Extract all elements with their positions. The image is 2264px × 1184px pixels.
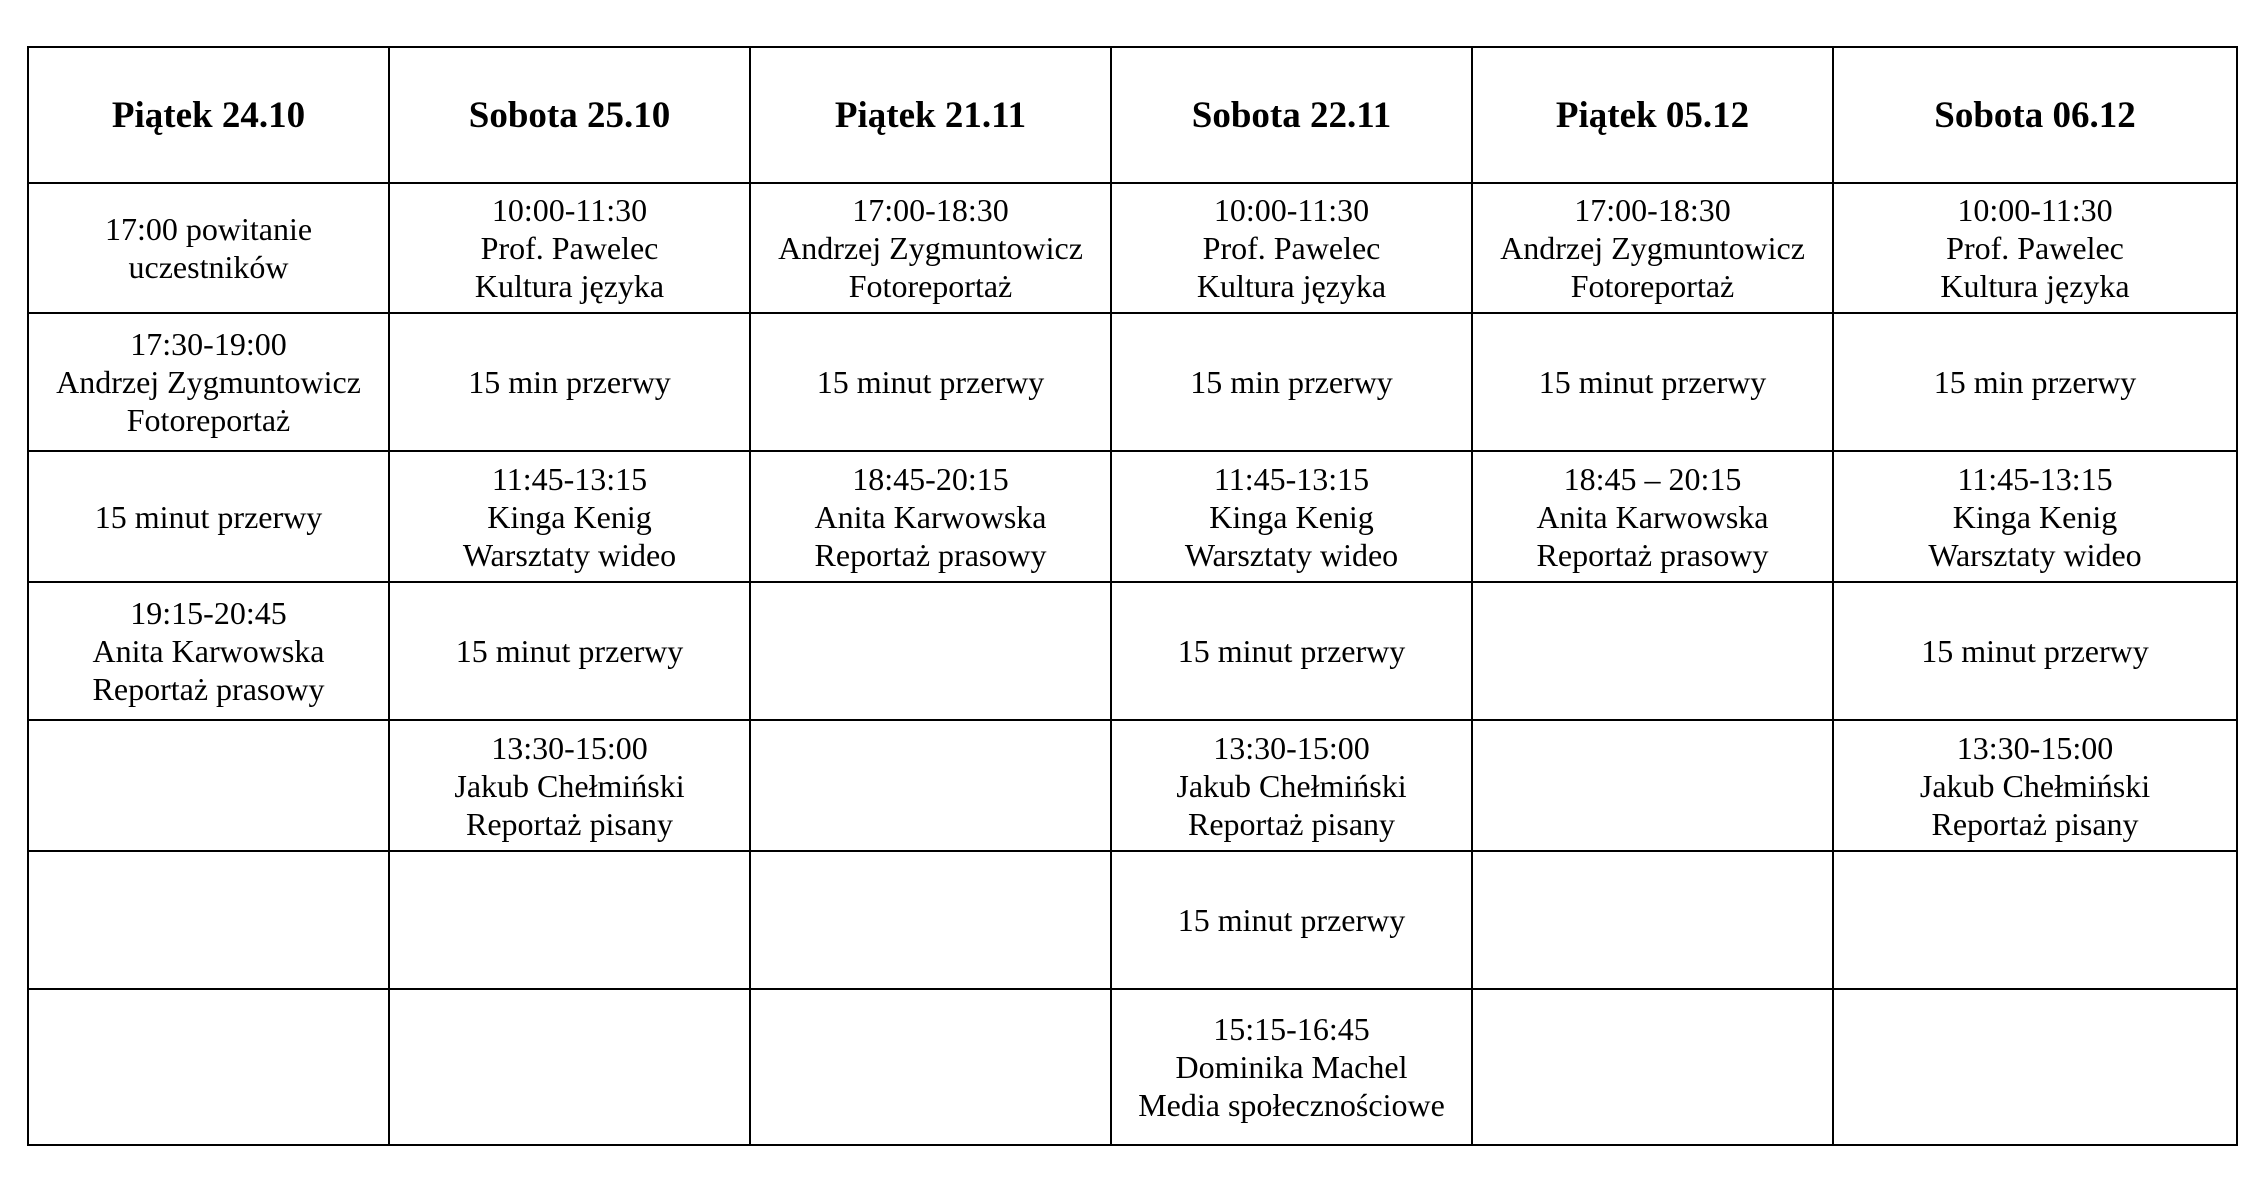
cell-text-line: Kinga Kenig [1952, 498, 2118, 535]
cell-text-line: 15 minut przerwy [1921, 633, 2149, 669]
cell-text-line: 11:45-13:15 [1213, 460, 1370, 497]
day-header: Sobota 22.11 [1111, 47, 1472, 183]
cell-text-line: 15 minut przerwy [94, 498, 323, 535]
cell-text-line: 18:45-20:15 [852, 460, 1009, 497]
schedule-cell [28, 183, 389, 313]
empty-cell [28, 720, 389, 851]
schedule-cell [389, 720, 750, 851]
cell-text-line: 15 minut przerwy [455, 633, 684, 669]
schedule-cell [389, 451, 750, 582]
cell-text-line: 17:00 powitanie [104, 211, 313, 247]
cell-text-line: Andrzej Zygmuntowicz [56, 364, 361, 400]
cell-text-line: 19:15-20:45 [130, 595, 287, 631]
empty-cell [750, 720, 1111, 851]
schedule-body [28, 183, 2237, 1145]
schedule-row [28, 313, 2237, 451]
empty-cell [750, 851, 1111, 989]
empty-cell [1472, 989, 1833, 1145]
empty-cell [389, 989, 750, 1145]
cell-text-line: Jakub Chełmiński [1176, 767, 1407, 804]
cell-text-line: Jakub Chełmiński [1919, 767, 2151, 804]
cell-text-line: 13:30-15:00 [491, 729, 648, 766]
cell-text-line: uczestników [128, 249, 289, 285]
schedule-cell [1111, 183, 1472, 313]
schedule-cell [750, 451, 1111, 582]
schedule-cell [389, 582, 750, 720]
cell-text-line: 10:00-11:30 [491, 192, 648, 228]
cell-text-line: 15 minut przerwy [1177, 902, 1406, 938]
cell-text-line: Jakub Chełmiński [454, 767, 685, 804]
cell-text-line: Kultura języka [474, 268, 665, 304]
schedule-cell [1833, 183, 2237, 313]
cell-text-line: Reportaż pisany [1931, 805, 2139, 842]
cell-text-line: Anita Karwowska [92, 633, 325, 669]
cell-text-line: Warsztaty wideo [462, 536, 677, 573]
schedule-table [27, 46, 2238, 1146]
schedule-cell [1833, 720, 2237, 851]
cell-text-line: Fotoreportaż [126, 402, 291, 438]
schedule-cell [1833, 451, 2237, 582]
schedule-cell [1111, 451, 1472, 582]
schedule-cell [750, 183, 1111, 313]
cell-text-line: Media społecznościowe [1138, 1087, 1445, 1123]
cell-text-line: Anita Karwowska [1536, 498, 1769, 535]
schedule-cell [1111, 582, 1472, 720]
schedule-row [28, 582, 2237, 720]
empty-cell [750, 989, 1111, 1145]
cell-text-line: Warsztaty wideo [1928, 536, 2142, 573]
cell-text-line: 13:30-15:00 [1213, 729, 1370, 766]
schedule-cell [389, 313, 750, 451]
cell-text-line: 15:15-16:45 [1213, 1011, 1370, 1047]
empty-cell [750, 582, 1111, 720]
cell-text-line: Kultura języka [1196, 268, 1387, 304]
cell-text-line: Reportaż pisany [465, 805, 674, 842]
schedule-cell [28, 451, 389, 582]
cell-text-line: Reportaż pisany [1187, 805, 1396, 842]
cell-text-line: 15 min przerwy [1933, 364, 2137, 400]
day-header: Piątek 05.12 [1472, 47, 1833, 183]
schedule-cell [1472, 183, 1833, 313]
schedule-cell [1111, 313, 1472, 451]
empty-cell [1472, 720, 1833, 851]
schedule-cell [1472, 451, 1833, 582]
cell-text-line: 10:00-11:30 [1957, 192, 2113, 228]
day-header: Sobota 25.10 [389, 47, 750, 183]
empty-cell [28, 989, 389, 1145]
cell-text-line: Prof. Pawelec [1946, 230, 2124, 266]
cell-text-line: 13:30-15:00 [1956, 729, 2114, 766]
cell-text-line: Fotoreportaż [1570, 268, 1735, 304]
empty-cell [1472, 582, 1833, 720]
schedule-row [28, 989, 2237, 1145]
cell-text-line: Andrzej Zygmuntowicz [1500, 230, 1805, 266]
day-header: Piątek 24.10 [28, 47, 389, 183]
cell-text-line: Kinga Kenig [1209, 498, 1374, 535]
day-header: Sobota 06.12 [1833, 47, 2237, 183]
schedule-row [28, 851, 2237, 989]
cell-text-line: Prof. Pawelec [1202, 230, 1381, 266]
cell-text-line: Warsztaty wideo [1184, 536, 1399, 573]
schedule-row [28, 720, 2237, 851]
cell-text-line: Reportaż prasowy [1536, 536, 1769, 573]
cell-text-line: 10:00-11:30 [1213, 192, 1370, 228]
schedule-cell [1111, 720, 1472, 851]
cell-text-line: Andrzej Zygmuntowicz [778, 230, 1083, 266]
cell-text-line: 11:45-13:15 [1957, 460, 2113, 497]
day-header: Piątek 21.11 [750, 47, 1111, 183]
cell-text-line: 17:00-18:30 [1574, 192, 1731, 228]
empty-cell [28, 851, 389, 989]
cell-text-line: Reportaż prasowy [814, 536, 1047, 573]
schedule-cell [1833, 582, 2237, 720]
cell-text-line: 18:45 – 20:15 [1563, 460, 1742, 497]
empty-cell [389, 851, 750, 989]
cell-text-line: 15 min przerwy [468, 364, 671, 400]
schedule-cell [389, 183, 750, 313]
empty-cell [1833, 989, 2237, 1145]
cell-text-line: Kultura języka [1940, 268, 2130, 304]
cell-text-line: Anita Karwowska [814, 498, 1047, 535]
schedule-cell [1472, 313, 1833, 451]
header-row [28, 47, 2237, 183]
cell-text-line: Dominika Machel [1175, 1049, 1408, 1085]
cell-text-line: 17:00-18:30 [852, 192, 1009, 228]
cell-text-line: 11:45-13:15 [491, 460, 648, 497]
schedule-row [28, 183, 2237, 313]
cell-text-line: Kinga Kenig [487, 498, 652, 535]
cell-text-line: 15 min przerwy [1190, 364, 1393, 400]
cell-text-line: Prof. Pawelec [480, 230, 659, 266]
empty-cell [1833, 851, 2237, 989]
cell-text-line: 17:30-19:00 [130, 326, 287, 362]
cell-text-line: Reportaż prasowy [92, 671, 325, 707]
cell-text-line: Fotoreportaż [848, 268, 1013, 304]
schedule-cell [28, 313, 389, 451]
cell-text-line: 15 minut przerwy [816, 364, 1045, 400]
schedule-cell [1111, 989, 1472, 1145]
empty-cell [1472, 851, 1833, 989]
cell-text-line: 15 minut przerwy [1177, 633, 1406, 669]
schedule-cell [750, 313, 1111, 451]
schedule-cell [28, 582, 389, 720]
cell-text-line: 15 minut przerwy [1538, 364, 1767, 400]
schedule-cell [1111, 851, 1472, 989]
schedule-cell [1833, 313, 2237, 451]
schedule-row [28, 451, 2237, 582]
